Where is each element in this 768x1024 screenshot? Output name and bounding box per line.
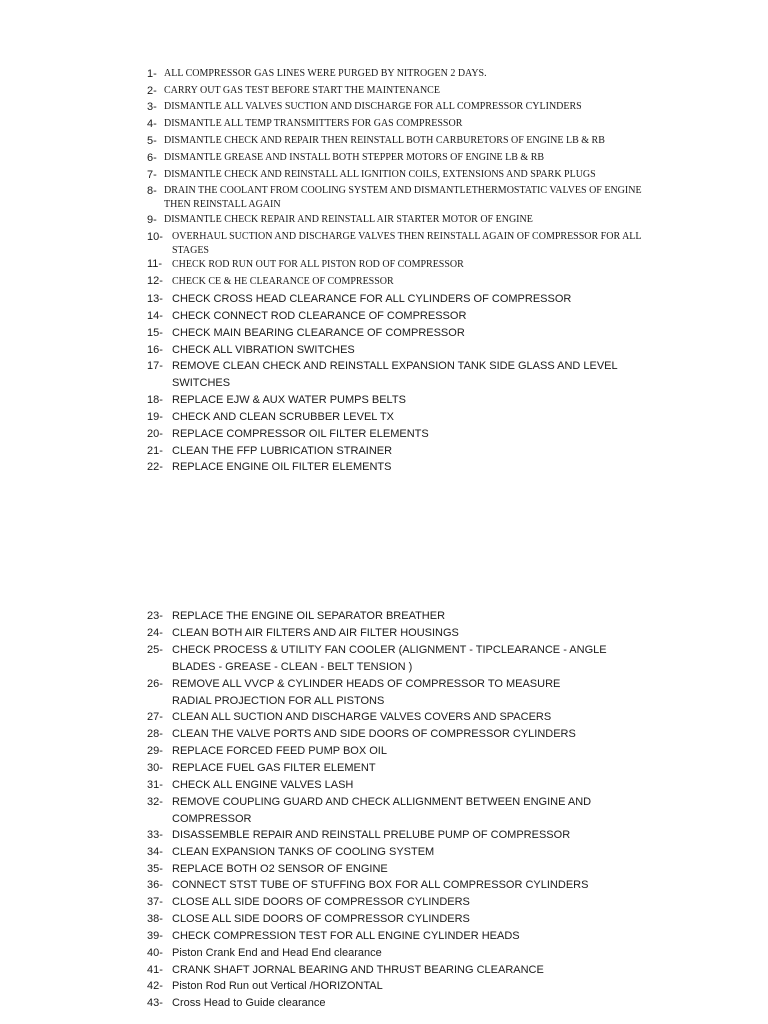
item-number: 31- xyxy=(147,779,163,791)
item-text: REPLACE THE ENGINE OIL SEPARATOR BREATHER xyxy=(172,610,446,622)
list-item-40 xyxy=(147,945,647,962)
item-number: 9- xyxy=(147,214,157,226)
item-number: 32- xyxy=(147,796,163,808)
list-item-3 xyxy=(147,100,647,114)
item-text: REPLACE EJW & AUX WATER PUMPS BELTS xyxy=(172,394,406,406)
item-number: 4- xyxy=(147,118,157,130)
item-number: 24- xyxy=(147,627,163,639)
item-number: 37- xyxy=(147,896,163,908)
item-text: DISMANTLE GREASE AND INSTALL BOTH STEPPER MOTORS OF ENGINE LB & RB xyxy=(164,152,545,163)
list-item-39 xyxy=(147,928,647,945)
list-item-14 xyxy=(147,308,647,325)
item-text: OVERHAUL SUCTION AND DISCHARGE VALVES THEN REINSTALL AGAIN OF COMPRESSOR FOR ALL STAGES xyxy=(172,231,642,256)
item-number: 12- xyxy=(147,275,163,287)
item-text: CLEAN ALL SUCTION AND DISCHARGE VALVES COVERS AND SPACERS xyxy=(172,711,552,723)
list-item-31 xyxy=(147,777,647,794)
item-text: REPLACE COMPRESSOR OIL FILTER ELEMENTS xyxy=(172,428,429,440)
item-number: 30- xyxy=(147,762,163,774)
list-item-26 xyxy=(147,676,597,710)
list-item-6 xyxy=(147,151,647,165)
list-item-36 xyxy=(147,877,647,894)
item-number: 6- xyxy=(147,152,157,164)
item-text: CLOSE ALL SIDE DOORS OF COMPRESSOR CYLINDERS xyxy=(172,896,470,908)
item-number: 16- xyxy=(147,344,163,356)
item-text: REMOVE ALL VVCP & CYLINDER HEADS OF COMPRESSOR TO MEASURE RADIAL PROJECTION FOR ALL PISTONS xyxy=(172,678,561,707)
item-text: Cross Head to Guide clearance xyxy=(172,997,326,1009)
item-number: 3- xyxy=(147,101,157,113)
list-item-42 xyxy=(147,978,647,995)
item-number: 5- xyxy=(147,135,157,147)
item-number: 29- xyxy=(147,745,163,757)
list-item-38 xyxy=(147,911,647,928)
list-item-30 xyxy=(147,760,647,777)
item-text: CLEAN EXPANSION TANKS OF COOLING SYSTEM xyxy=(172,846,435,858)
item-text: DRAIN THE COOLANT FROM COOLING SYSTEM AND DISMANTLETHERMOSTATIC VALVES OF ENGINE THEN REINSTALL AGAIN xyxy=(164,185,642,210)
list-item-32 xyxy=(147,794,597,828)
list-item-12 xyxy=(147,275,647,289)
item-text: CHECK COMPRESSION TEST FOR ALL ENGINE CYLINDER HEADS xyxy=(172,930,520,942)
item-text: CHECK CROSS HEAD CLEARANCE FOR ALL CYLINDERS OF COMPRESSOR xyxy=(172,293,572,305)
item-number: 34- xyxy=(147,846,163,858)
item-number: 1- xyxy=(147,68,157,80)
item-number: 10- xyxy=(147,231,163,243)
item-text: ALL COMPRESSOR GAS LINES WERE PURGED BY NITROGEN 2 DAYS. xyxy=(164,68,487,79)
item-text: CHECK ROD RUN OUT FOR ALL PISTON ROD OF COMPRESSOR xyxy=(172,259,464,270)
list-item-34 xyxy=(147,844,647,861)
item-text: CLEAN THE VALVE PORTS AND SIDE DOORS OF COMPRESSOR CYLINDERS xyxy=(172,728,576,740)
item-text: DISMANTLE CHECK AND REINSTALL ALL IGNITION COILS, EXTENSIONS AND SPARK PLUGS xyxy=(164,169,596,180)
list-item-21 xyxy=(147,443,647,460)
item-number: 22- xyxy=(147,461,163,473)
item-number: 11- xyxy=(147,258,163,270)
item-text: CRANK SHAFT JORNAL BEARING AND THRUST BEARING CLEARANCE xyxy=(172,964,544,976)
list-item-20 xyxy=(147,426,647,443)
item-text: Piston Crank End and Head End clearance xyxy=(172,947,382,959)
item-number: 40- xyxy=(147,947,163,959)
item-number: 2- xyxy=(147,85,157,97)
list-item-33 xyxy=(147,827,647,844)
list-item-35 xyxy=(147,861,647,878)
item-number: 7- xyxy=(147,169,157,181)
list-item-8 xyxy=(147,184,647,212)
item-text: CHECK ALL VIBRATION SWITCHES xyxy=(172,344,355,356)
item-number: 43- xyxy=(147,997,163,1009)
item-number: 41- xyxy=(147,964,163,976)
item-number: 20- xyxy=(147,428,163,440)
item-text: REPLACE FUEL GAS FILTER ELEMENT xyxy=(172,762,376,774)
item-number: 35- xyxy=(147,863,163,875)
item-text: CHECK CE & HE CLEARANCE OF COMPRESSOR xyxy=(172,276,394,287)
item-text: DISMANTLE ALL TEMP TRANSMITTERS FOR GAS COMPRESSOR xyxy=(164,118,463,129)
list-item-22 xyxy=(147,459,647,476)
item-text: REPLACE FORCED FEED PUMP BOX OIL xyxy=(172,745,387,757)
item-number: 21- xyxy=(147,445,163,457)
list-item-11 xyxy=(147,258,647,272)
list-item-27 xyxy=(147,709,647,726)
item-text: CLEAN BOTH AIR FILTERS AND AIR FILTER HOUSINGS xyxy=(172,627,459,639)
list-item-2 xyxy=(147,84,647,98)
list-item-43 xyxy=(147,995,647,1012)
item-number: 25- xyxy=(147,644,163,656)
item-number: 15- xyxy=(147,327,163,339)
item-number: 13- xyxy=(147,293,163,305)
item-text: Piston Rod Run out Vertical /HORIZONTAL xyxy=(172,980,383,992)
list-item-16 xyxy=(147,342,647,359)
item-number: 27- xyxy=(147,711,163,723)
item-text: CHECK MAIN BEARING CLEARANCE OF COMPRESSOR xyxy=(172,327,465,339)
item-number: 42- xyxy=(147,980,163,992)
list-item-13 xyxy=(147,291,647,308)
item-number: 14- xyxy=(147,310,163,322)
item-text: CONNECT STST TUBE OF STUFFING BOX FOR ALL COMPRESSOR CYLINDERS xyxy=(172,879,589,891)
item-text: CHECK AND CLEAN SCRUBBER LEVEL TX xyxy=(172,411,394,423)
list-item-19 xyxy=(147,409,647,426)
list-item-9 xyxy=(147,213,647,227)
item-number: 8- xyxy=(147,185,157,197)
list-item-7 xyxy=(147,168,647,182)
item-number: 17- xyxy=(147,360,163,372)
item-number: 33- xyxy=(147,829,163,841)
list-item-23 xyxy=(147,608,647,625)
item-number: 18- xyxy=(147,394,163,406)
item-text: CHECK PROCESS & UTILITY FAN COOLER (ALIGNMENT - TIPCLEARANCE - ANGLE BLADES - GREASE - CLEAN - BELT TENSION ) xyxy=(172,644,607,673)
item-text: CARRY OUT GAS TEST BEFORE START THE MAINTENANCE xyxy=(164,85,440,96)
list-item-41 xyxy=(147,962,647,979)
item-text: DISMANTLE CHECK REPAIR AND REINSTALL AIR STARTER MOTOR OF ENGINE xyxy=(164,214,533,225)
item-text: DISMANTLE ALL VALVES SUCTION AND DISCHARGE FOR ALL COMPRESSOR CYLINDERS xyxy=(164,101,582,112)
item-number: 26- xyxy=(147,678,163,690)
list-item-5 xyxy=(147,134,647,148)
item-text: CHECK CONNECT ROD CLEARANCE OF COMPRESSOR xyxy=(172,310,467,322)
list-item-29 xyxy=(147,743,647,760)
list-item-28 xyxy=(147,726,647,743)
list-item-15 xyxy=(147,325,647,342)
item-text: REMOVE CLEAN CHECK AND REINSTALL EXPANSION TANK SIDE GLASS AND LEVEL SWITCHES xyxy=(172,360,618,389)
list-item-4 xyxy=(147,117,647,131)
list-item-10 xyxy=(147,230,647,258)
list-item-24 xyxy=(147,625,647,642)
list-item-25 xyxy=(147,642,637,676)
item-number: 23- xyxy=(147,610,163,622)
item-number: 19- xyxy=(147,411,163,423)
list-item-37 xyxy=(147,894,647,911)
item-text: CHECK ALL ENGINE VALVES LASH xyxy=(172,779,354,791)
item-number: 28- xyxy=(147,728,163,740)
list-item-18 xyxy=(147,392,647,409)
list-item-1 xyxy=(147,67,647,81)
item-text: REPLACE BOTH O2 SENSOR OF ENGINE xyxy=(172,863,388,875)
item-text: CLEAN THE FFP LUBRICATION STRAINER xyxy=(172,445,393,457)
item-text: REPLACE ENGINE OIL FILTER ELEMENTS xyxy=(172,461,392,473)
item-text: REMOVE COUPLING GUARD AND CHECK ALLIGNMENT BETWEEN ENGINE AND COMPRESSOR xyxy=(172,796,592,825)
list-item-17 xyxy=(147,358,647,392)
item-number: 39- xyxy=(147,930,163,942)
item-number: 36- xyxy=(147,879,163,891)
item-text: DISASSEMBLE REPAIR AND REINSTALL PRELUBE PUMP OF COMPRESSOR xyxy=(172,829,571,841)
item-text: DISMANTLE CHECK AND REPAIR THEN REINSTALL BOTH CARBURETORS OF ENGINE LB & RB xyxy=(164,135,605,146)
item-number: 38- xyxy=(147,913,163,925)
item-text: CLOSE ALL SIDE DOORS OF COMPRESSOR CYLINDERS xyxy=(172,913,470,925)
